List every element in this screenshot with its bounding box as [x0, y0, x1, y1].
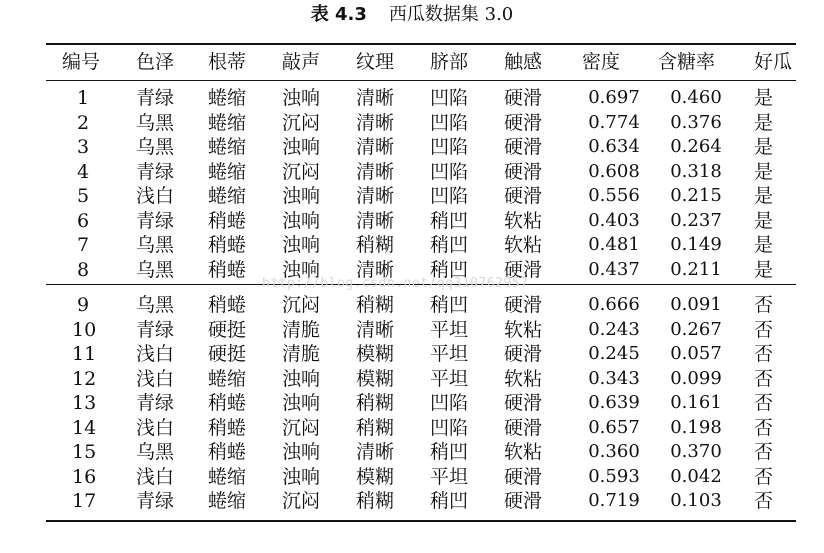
table-row: [46, 465, 796, 489]
table-title: 西瓜数据集 3.0: [388, 4, 514, 25]
table-row: [46, 160, 796, 184]
cell-knock: 浊响: [282, 367, 321, 390]
cell-root: 稍蜷: [208, 416, 247, 439]
cell-texture: 模糊: [356, 343, 395, 365]
cell-color: 浅白: [136, 465, 175, 488]
cell-touch: 硬滑: [504, 343, 543, 365]
table-row: [46, 391, 796, 415]
cell-touch: 软粘: [504, 441, 543, 463]
table-row: [46, 367, 796, 391]
cell-navel: 平坦: [430, 367, 469, 390]
cell-color: 浅白: [136, 343, 175, 365]
cell-density: 0.593: [588, 465, 640, 487]
cell-good: 是: [754, 209, 774, 232]
table-row: [46, 209, 796, 233]
cell-root: 蜷缩: [208, 111, 247, 134]
cell-sugar: 0.091: [670, 294, 722, 315]
cell-navel: 稍凹: [430, 294, 469, 316]
cell-knock: 沉闷: [282, 490, 321, 512]
cell-id: 12: [72, 367, 97, 390]
cell-texture: 模糊: [356, 465, 395, 488]
cell-good: 否: [754, 343, 774, 365]
cell-id: 11: [72, 343, 97, 365]
cell-density: 0.697: [588, 87, 640, 108]
cell-id: 14: [72, 416, 97, 439]
cell-good: 否: [754, 367, 774, 390]
cell-texture: 稍糊: [356, 234, 395, 256]
cell-root: 蜷缩: [208, 136, 247, 158]
cell-root: 蜷缩: [208, 367, 247, 390]
cell-id: 16: [72, 465, 97, 488]
cell-root: 蜷缩: [208, 87, 247, 109]
top-rule: [46, 43, 796, 45]
cell-root: 硬挺: [208, 318, 247, 341]
cell-texture: 清晰: [356, 136, 395, 158]
cell-good: 是: [754, 258, 774, 281]
cell-touch: 硬滑: [504, 160, 543, 183]
cell-touch: 硬滑: [504, 294, 543, 316]
table-row: [46, 135, 796, 159]
cell-navel: 凹陷: [430, 392, 469, 414]
cell-color: 浅白: [136, 185, 175, 207]
cell-color: 浅白: [136, 416, 175, 439]
cell-sugar: 0.161: [670, 392, 722, 413]
cell-sugar: 0.149: [670, 234, 722, 255]
cell-good: 是: [754, 160, 774, 183]
cell-navel: 凹陷: [430, 111, 469, 134]
cell-knock: 沉闷: [282, 416, 321, 439]
cell-touch: 硬滑: [504, 416, 543, 439]
cell-color: 青绿: [136, 87, 175, 109]
cell-color: 青绿: [136, 318, 175, 341]
cell-texture: 清晰: [356, 258, 395, 281]
cell-sugar: 0.267: [670, 318, 722, 340]
cell-navel: 平坦: [430, 465, 469, 488]
cell-touch: 硬滑: [504, 465, 543, 488]
table-row: [46, 416, 796, 440]
cell-id: 4: [76, 160, 90, 183]
cell-density: 0.666: [588, 294, 640, 315]
cell-good: 是: [754, 185, 774, 207]
header-cell-good: 好瓜: [754, 51, 793, 73]
header-cell-sugar: 含糖率: [658, 51, 716, 73]
cell-color: 乌黑: [136, 111, 175, 134]
cell-root: 稍蜷: [208, 234, 247, 256]
cell-sugar: 0.103: [670, 490, 722, 511]
table-row: [46, 318, 796, 342]
cell-good: 否: [754, 416, 774, 439]
cell-texture: 清晰: [356, 441, 395, 463]
cell-touch: 硬滑: [504, 392, 543, 414]
header-cell-color: 色泽: [136, 51, 175, 73]
cell-density: 0.556: [588, 185, 640, 206]
cell-root: 稍蜷: [208, 258, 247, 281]
cell-root: 稍蜷: [208, 294, 247, 316]
cell-navel: 凹陷: [430, 416, 469, 439]
header-cell-navel: 脐部: [430, 51, 469, 73]
cell-color: 乌黑: [136, 294, 175, 316]
cell-sugar: 0.237: [670, 209, 722, 231]
cell-navel: 稍凹: [430, 234, 469, 256]
cell-root: 稍蜷: [208, 392, 247, 414]
header-cell-id: 编号: [62, 51, 101, 73]
cell-id: 5: [76, 185, 90, 207]
table-row: [46, 293, 796, 317]
cell-id: 6: [76, 209, 90, 232]
cell-id: 2: [76, 111, 90, 134]
cell-color: 乌黑: [136, 136, 175, 158]
cell-sugar: 0.370: [670, 441, 722, 462]
cell-navel: 凹陷: [430, 87, 469, 109]
cell-knock: 浊响: [282, 392, 321, 414]
cell-id: 10: [72, 318, 97, 341]
cell-good: 否: [754, 490, 774, 512]
cell-root: 蜷缩: [208, 160, 247, 183]
table-row: [46, 111, 796, 135]
cell-navel: 稍凹: [430, 490, 469, 512]
table-row: [46, 184, 796, 208]
table-row: [46, 342, 796, 366]
cell-knock: 浊响: [282, 136, 321, 158]
cell-id: 17: [72, 490, 97, 512]
cell-root: 蜷缩: [208, 465, 247, 488]
cell-texture: 清晰: [356, 87, 395, 109]
cell-root: 硬挺: [208, 343, 247, 365]
cell-navel: 稍凹: [430, 209, 469, 232]
cell-navel: 稍凹: [430, 258, 469, 281]
cell-knock: 浊响: [282, 234, 321, 256]
cell-id: 8: [76, 258, 90, 281]
cell-good: 否: [754, 441, 774, 463]
cell-color: 青绿: [136, 392, 175, 414]
cell-texture: 清晰: [356, 318, 395, 341]
cell-sugar: 0.057: [670, 343, 722, 364]
cell-knock: 浊响: [282, 87, 321, 109]
cell-knock: 清脆: [282, 343, 321, 365]
cell-knock: 浊响: [282, 209, 321, 232]
table-header-row: [46, 50, 796, 74]
cell-texture: 模糊: [356, 367, 395, 390]
header-cell-knock: 敲声: [282, 51, 321, 73]
cell-density: 0.657: [588, 416, 640, 438]
header-cell-root: 根蒂: [208, 51, 247, 73]
cell-id: 13: [72, 392, 97, 414]
cell-id: 7: [76, 234, 90, 256]
cell-density: 0.639: [588, 392, 640, 413]
cell-knock: 清脆: [282, 318, 321, 341]
cell-texture: 稍糊: [356, 416, 395, 439]
table-row: [46, 489, 796, 513]
cell-root: 蜷缩: [208, 185, 247, 207]
cell-texture: 稍糊: [356, 392, 395, 414]
cell-good: 否: [754, 392, 774, 414]
cell-density: 0.608: [588, 160, 640, 182]
cell-good: 否: [754, 318, 774, 341]
cell-density: 0.634: [588, 136, 640, 157]
cell-knock: 浊响: [282, 185, 321, 207]
cell-color: 浅白: [136, 367, 175, 390]
cell-texture: 稍糊: [356, 490, 395, 512]
cell-density: 0.343: [588, 367, 640, 389]
cell-texture: 清晰: [356, 209, 395, 232]
cell-root: 稍蜷: [208, 209, 247, 232]
cell-good: 是: [754, 136, 774, 158]
cell-density: 0.245: [588, 343, 640, 364]
cell-density: 0.774: [588, 111, 640, 133]
cell-touch: 软粘: [504, 367, 543, 390]
cell-sugar: 0.318: [670, 160, 722, 182]
cell-knock: 浊响: [282, 441, 321, 463]
cell-touch: 软粘: [504, 318, 543, 341]
table-row: [46, 440, 796, 464]
table-row: [46, 233, 796, 257]
cell-texture: 清晰: [356, 185, 395, 207]
group-separator-rule: [46, 284, 796, 285]
cell-knock: 浊响: [282, 465, 321, 488]
cell-knock: 沉闷: [282, 294, 321, 316]
cell-sugar: 0.211: [670, 258, 722, 280]
cell-density: 0.481: [588, 234, 640, 255]
cell-touch: 软粘: [504, 209, 543, 232]
cell-density: 0.403: [588, 209, 640, 231]
bottom-rule: [46, 520, 796, 522]
cell-texture: 清晰: [356, 160, 395, 183]
cell-touch: 硬滑: [504, 185, 543, 207]
header-cell-density: 密度: [582, 51, 621, 73]
cell-id: 15: [72, 441, 97, 463]
cell-root: 稍蜷: [208, 441, 247, 463]
cell-sugar: 0.099: [670, 367, 722, 389]
cell-navel: 平坦: [430, 318, 469, 341]
cell-color: 青绿: [136, 209, 175, 232]
cell-density: 0.243: [588, 318, 640, 340]
cell-root: 蜷缩: [208, 490, 247, 512]
cell-sugar: 0.376: [670, 111, 722, 133]
cell-navel: 凹陷: [430, 185, 469, 207]
header-cell-texture: 纹理: [356, 51, 395, 73]
cell-navel: 平坦: [430, 343, 469, 365]
cell-touch: 硬滑: [504, 136, 543, 158]
cell-good: 是: [754, 234, 774, 256]
cell-navel: 凹陷: [430, 160, 469, 183]
cell-density: 0.360: [588, 441, 640, 462]
cell-id: 3: [76, 136, 90, 158]
table-number: 表 4.3: [310, 4, 367, 25]
table-row: [46, 86, 796, 110]
header-cell-touch: 触感: [504, 51, 543, 73]
watermark-text: http://blog.csdn.net/qq310762957: [262, 276, 529, 291]
cell-navel: 稍凹: [430, 441, 469, 463]
cell-touch: 硬滑: [504, 490, 543, 512]
cell-good: 是: [754, 111, 774, 134]
cell-density: 0.437: [588, 258, 640, 280]
table-caption: [0, 2, 824, 28]
cell-id: 1: [76, 87, 90, 109]
table-row: [46, 258, 796, 282]
cell-sugar: 0.198: [670, 416, 722, 438]
cell-color: 乌黑: [136, 234, 175, 256]
cell-good: 否: [754, 294, 774, 316]
cell-knock: 沉闷: [282, 111, 321, 134]
cell-good: 否: [754, 465, 774, 488]
cell-touch: 硬滑: [504, 111, 543, 134]
cell-sugar: 0.460: [670, 87, 722, 108]
cell-id: 9: [76, 294, 90, 316]
cell-touch: 硬滑: [504, 87, 543, 109]
cell-touch: 软粘: [504, 234, 543, 256]
cell-navel: 凹陷: [430, 136, 469, 158]
cell-good: 是: [754, 87, 774, 109]
header-rule: [46, 80, 796, 81]
cell-touch: 硬滑: [504, 258, 543, 281]
cell-texture: 清晰: [356, 111, 395, 134]
cell-color: 青绿: [136, 160, 175, 183]
cell-texture: 稍糊: [356, 294, 395, 316]
cell-sugar: 0.042: [670, 465, 722, 487]
cell-knock: 浊响: [282, 258, 321, 281]
cell-color: 青绿: [136, 490, 175, 512]
cell-sugar: 0.264: [670, 136, 722, 157]
cell-knock: 沉闷: [282, 160, 321, 183]
cell-density: 0.719: [588, 490, 640, 511]
cell-color: 乌黑: [136, 441, 175, 463]
cell-sugar: 0.215: [670, 185, 722, 206]
cell-color: 乌黑: [136, 258, 175, 281]
